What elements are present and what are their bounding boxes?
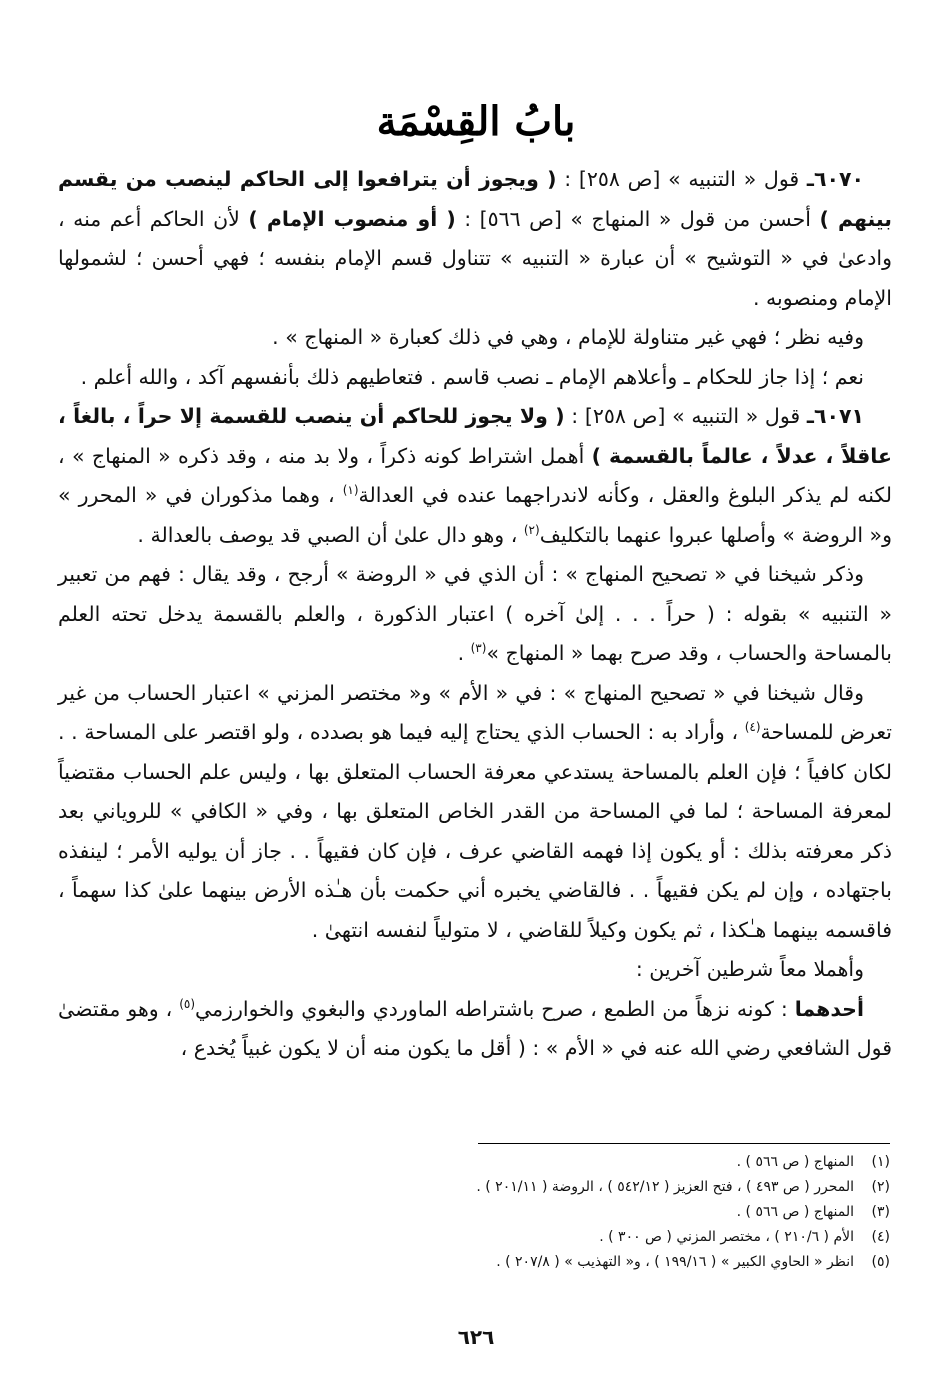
- footnote-text: المنهاج ( ص ٥٦٦ ) .: [736, 1204, 854, 1220]
- paragraph: وفيه نظر ؛ فهي غير متناولة للإمام ، وهي في ذلك كعبارة « المنهاج » .: [272, 325, 864, 349]
- footnote-number: (٢): [871, 1179, 890, 1195]
- entry-number: ٦٠٧٠ـ: [806, 167, 864, 191]
- paragraph-text: .: [457, 641, 471, 665]
- entry-text: أهمل اشتراط كونه ذكراً ، ولا بد منه ، وقد ذكره « المنهاج » ، لكنه لم يذكر البلوغ والعقل ، وكأنه لاندراجهما عنده في العدالة: [58, 443, 892, 507]
- paragraph-text: وقال شيخنا في « تصحيح المنهاج » : في « الأم » و« مختصر المزني » اعتبار الحساب من غير تعرض للمساحة: [58, 680, 892, 744]
- main-text: [58, 160, 892, 1069]
- paragraph-text: وذكر شيخنا في « تصحيح المنهاج » : أن الذي في « الروضة » أرجح ، وقد يقال : فهم من تعبير « التنبيه » بقوله : ( حراً . . . إلىٰ آخره ) اعتبار الذكورة ، والعلم بالقسمة يدخل تحته العلم بالمساحة والحساب ، وقد صرح بهما « المنهاج »: [58, 562, 892, 665]
- footnote-number: (٣): [871, 1204, 890, 1220]
- footnote: [90, 1250, 890, 1275]
- entry-number: ٦٠٧١ـ: [806, 404, 864, 428]
- paragraph-text: ، وأراد به : الحساب الذي يحتاج إليه فيما هو بصدده ، ولو اقتصر على المساحة . . لكان كافياً ؛ فإن العلم بالمساحة يستدعي معرفة الحساب المتعلق بها ، وليس علم الحساب مقتضياً لمعرفة المساحة ؛ لما في المساحة من القدر الخاص المتعلق بها ، وفي « الكافي » للروياني بعد ذكر معرفته بذلك : أو يكون إذا فهمه القاضي عرف ، فإن كان فقيهاً . . جاز أن يوليه الأمر ؛ لينفذه باجتهاده ، وإن لم يكن فقيهاً . . فالقاضي يخبره أني حكمت بأن هـٰذه الأرض بينهما علىٰ كذا سهماً ، فاقسمه بينهما هـٰكذا ، ثم يكون وكيلاً للقاضي ، لا متولياً لنفسه انتهىٰ .: [58, 720, 892, 942]
- paragraph: [58, 990, 892, 1069]
- entry-6070: [58, 160, 892, 318]
- paragraph-text: ، وهو مقتضىٰ قول الشافعي رضي الله عنه في « الأم » : ( أقل ما يكون منه أن لا يكون غبياً يُخدع ،: [58, 996, 892, 1060]
- entry-text: ، وهما مذكوران في « المحرر » و« الروضة » وأصلها عبروا عنهما بالتكليف: [58, 483, 892, 547]
- entry-6071: [58, 397, 892, 555]
- entry-intro: قول « التنبيه » [ص ٢٥٨] :: [556, 167, 807, 191]
- paragraph: [58, 555, 892, 674]
- footnotes: [90, 1150, 890, 1275]
- footnote-text: انظر « الحاوي الكبير » ( ١٩٩/١٦ ) ، و« التهذيب » ( ٢٠٧/٨ ) .: [496, 1254, 854, 1270]
- entry-text: أحسن من قول « المنهاج » [ص ٥٦٦] :: [455, 206, 820, 231]
- footnote: [90, 1150, 890, 1175]
- entry-intro: قول « التنبيه » [ص ٢٥٨] :: [564, 404, 807, 428]
- footnote-ref[interactable]: (٥): [179, 996, 196, 1011]
- paragraph: وأهملا معاً شرطين آخرين :: [635, 957, 864, 981]
- entry-text: لأن الحاكم أعم منه ، وادعىٰ في « التوشيح » أن عبارة « التنبيه » تتناول قسم الإمام بنفسه ؛ فهي أحسن ؛ لشمولها الإمام ومنصوبه .: [58, 206, 892, 310]
- footnote-number: (٤): [871, 1229, 890, 1245]
- entry-quote: ( ولا يجوز للحاكم أن ينصب للقسمة إلا حراً ، بالغاً ، عاقلاً ، عدلاً ، عالماً بالقسمة ): [58, 404, 892, 468]
- footnote-number: (١): [871, 1154, 890, 1170]
- paragraph-label: أحدهما: [794, 996, 864, 1021]
- paragraph-text: : كونه نزهاً من الطمع ، صرح باشتراطه الماوردي والبغوي والخوارزمي: [195, 996, 795, 1021]
- footnote-ref[interactable]: (١): [342, 483, 359, 498]
- chapter-title: بابُ القِسْمَة: [376, 98, 576, 145]
- footnote-text: الأم ( ٢١٠/٦ ) ، مختصر المزني ( ص ٣٠٠ ) .: [599, 1229, 854, 1245]
- footnote-ref[interactable]: (٣): [470, 641, 487, 656]
- page-number: ٦٢٦: [457, 1325, 495, 1349]
- footnote: [90, 1225, 890, 1250]
- footnote-ref[interactable]: (٢): [523, 522, 540, 537]
- footnote: [90, 1200, 890, 1225]
- entry-quote: ( ويجوز أن يترافعوا إلى الحاكم لينصب من يقسم بينهم ): [58, 167, 892, 231]
- footnote-divider: [478, 1143, 890, 1144]
- footnote-text: المحرر ( ص ٤٩٣ ) ، فتح العزيز ( ٥٤٢/١٢ ) ، الروضة ( ٢٠١/١١ ) .: [476, 1179, 854, 1195]
- paragraph: [58, 674, 892, 951]
- footnote-number: (٥): [871, 1254, 890, 1270]
- entry-quote: ( أو منصوب الإمام ): [248, 206, 456, 231]
- footnote: [90, 1175, 890, 1200]
- footnote-ref[interactable]: (٤): [744, 720, 761, 735]
- footnote-text: المنهاج ( ص ٥٦٦ ) .: [736, 1154, 854, 1170]
- paragraph: نعم ؛ إذا جاز للحكام ـ وأعلاهم الإمام ـ نصب قاسم . فتعاطيهم ذلك بأنفسهم آكد ، والله أعلم .: [80, 364, 864, 389]
- entry-text: ، وهو دال علىٰ أن الصبي قد يوصف بالعدالة .: [137, 522, 524, 547]
